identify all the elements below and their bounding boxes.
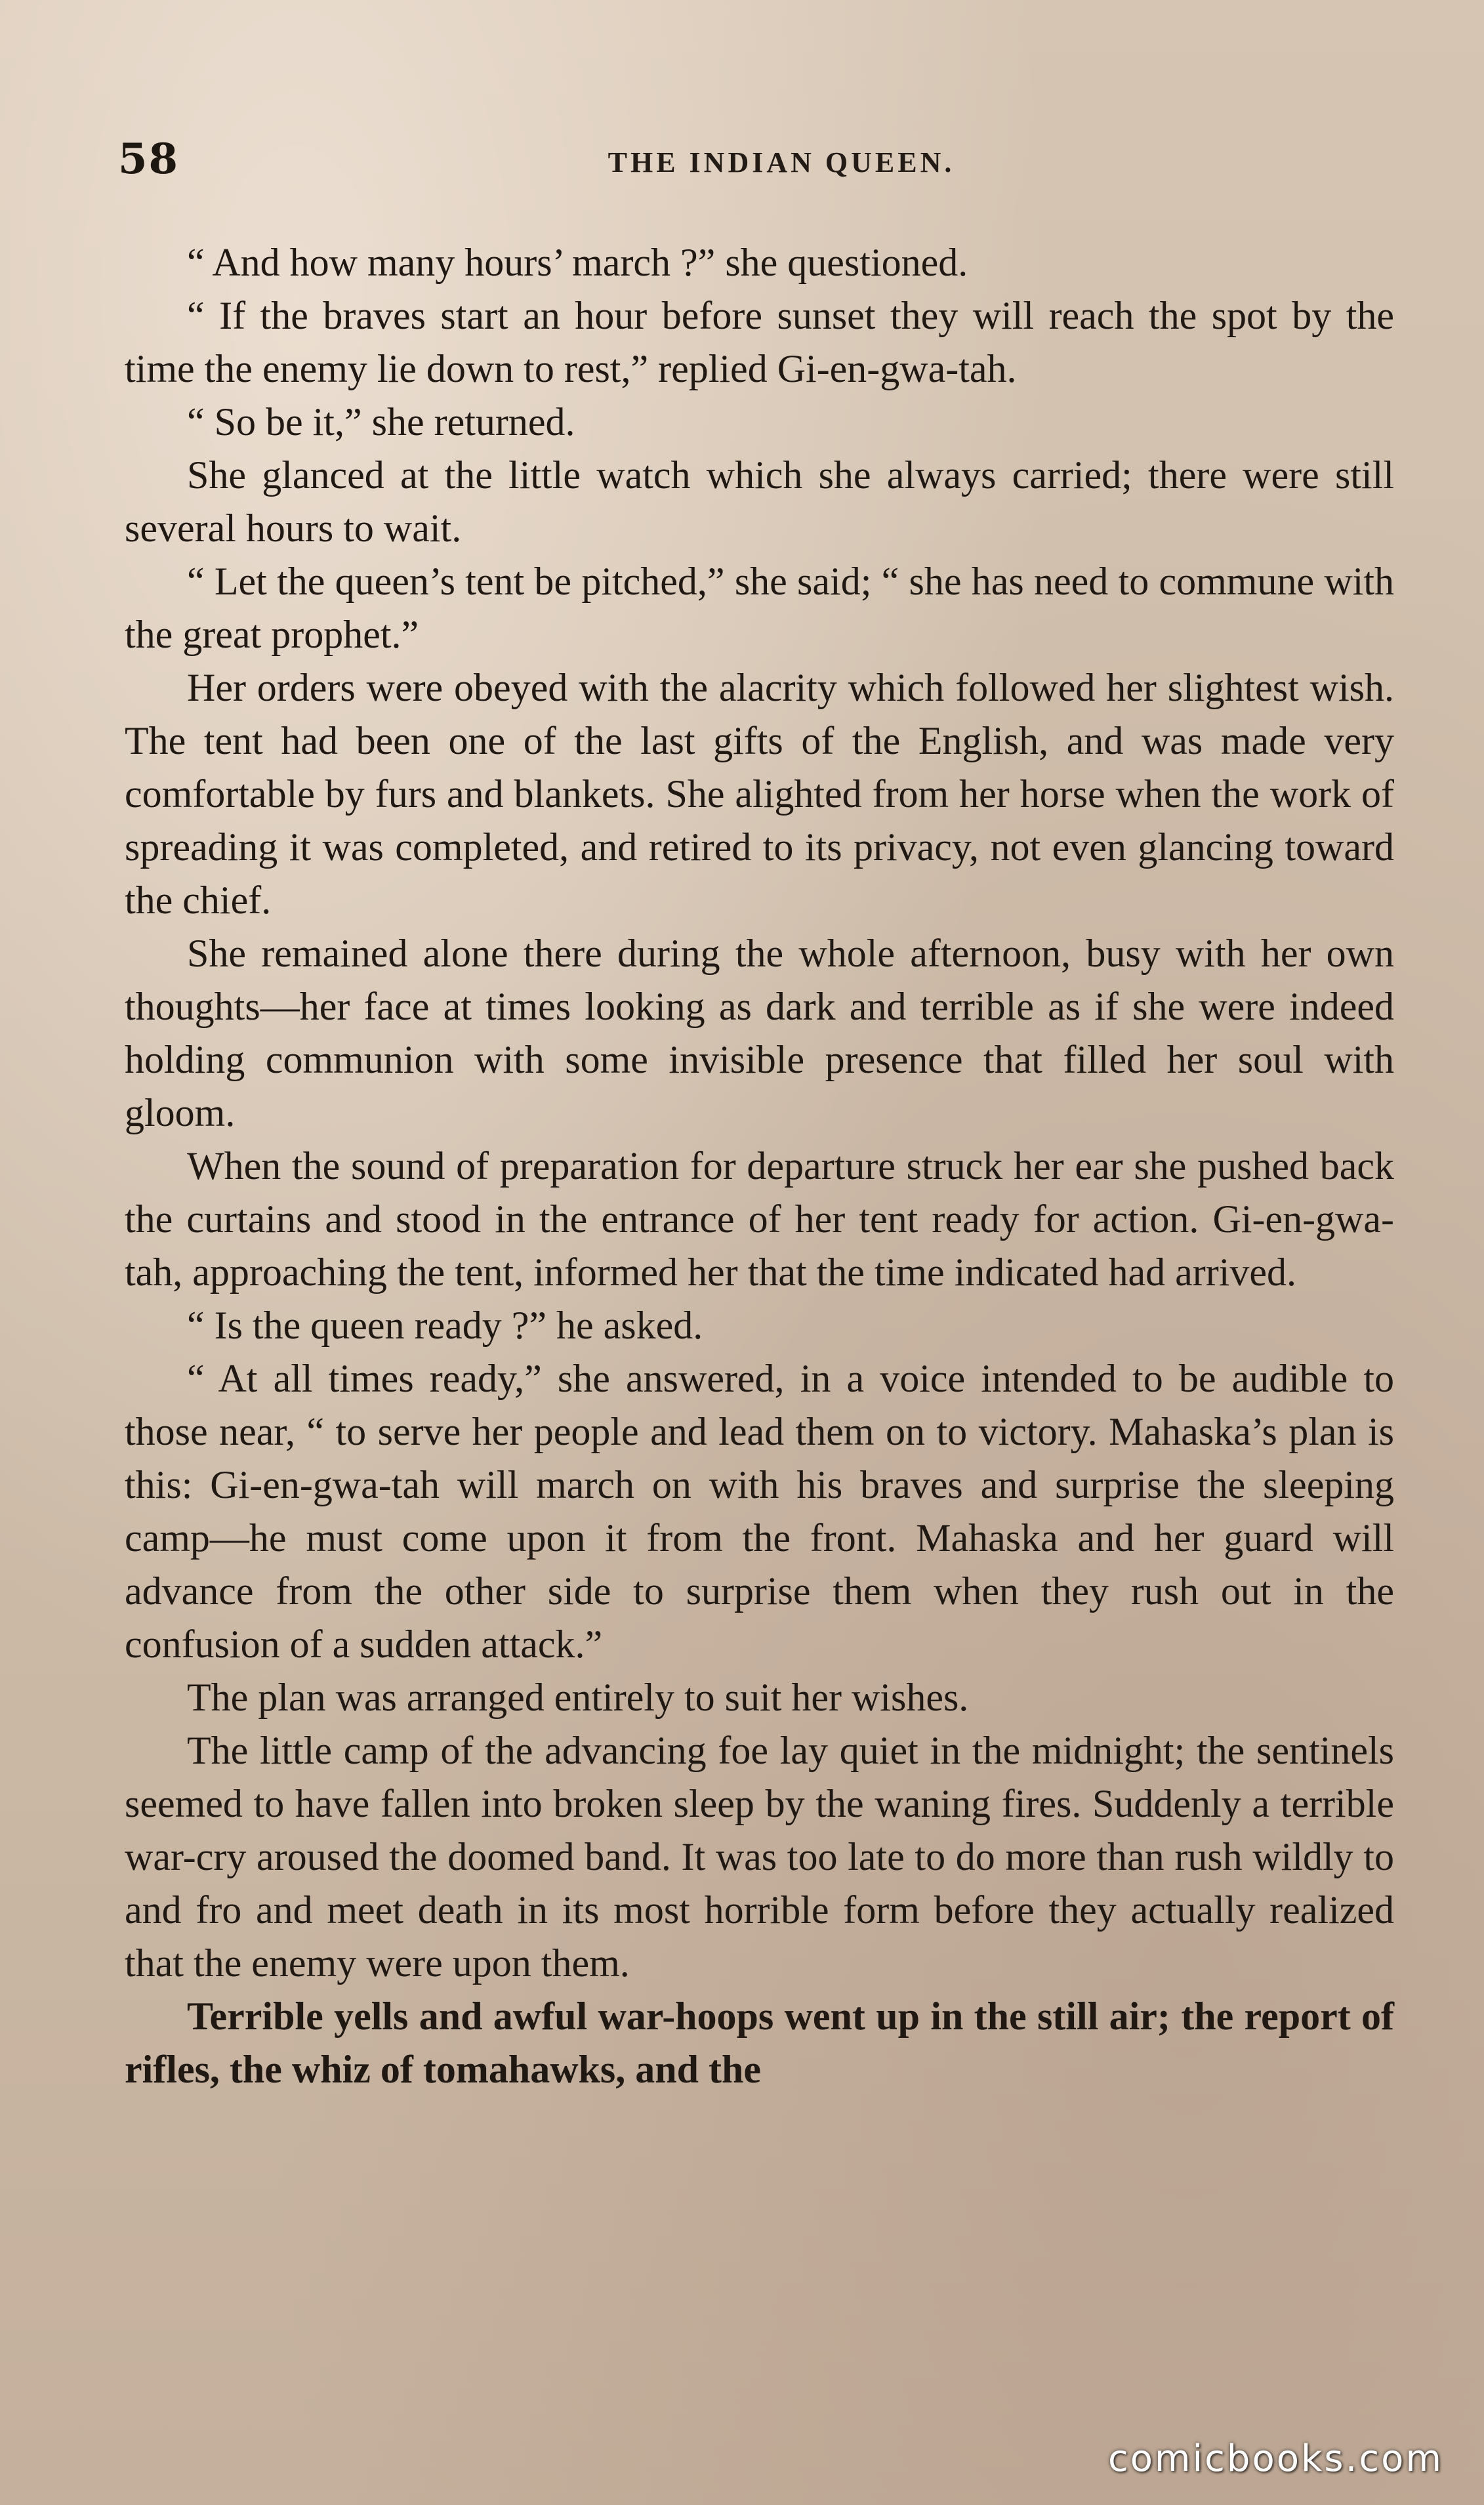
paragraph: Terrible yells and awful war-hoops went up in the still air; the report of rifles, the whiz of tomahawks, and the [125,1995,1394,2091]
paragraph: “ And how many hours’ march ?” she questioned. [187,241,968,284]
paragraph: “ If the braves start an hour before sunset they will reach the spot by the time the enemy lie down to rest,” replied Gi-en-gwa-tah. [125,294,1394,390]
body-text [125,236,1394,2096]
paragraph: “ Is the queen ready ?” he asked. [187,1304,703,1347]
paragraph: The plan was arranged entirely to suit her wishes. [187,1676,969,1719]
site-watermark: comicbooks.com [1107,2437,1443,2480]
paragraph: “ So be it,” she returned. [187,400,575,444]
page-number: 58 [118,135,180,184]
paragraph: She remained alone there during the whole afternoon, busy with her own thoughts—her face at times looking as dark and terrible as if she were indeed holding communion with some invisible presence that filled her soul with gloom. [125,932,1394,1134]
paragraph: The little camp of the advancing foe lay quiet in the midnight; the sentinels seemed to have fallen into broken sleep by the waning fires. Suddenly a terrible war-cry aroused the doomed band. It was too late to do more than rush wildly to and fro and meet death in its most horrible form before they actually realized that the enemy were upon them. [125,1729,1394,1985]
paragraph: She glanced at the little watch which she always carried; there were still several hours to wait. [125,453,1394,550]
paragraph: “ At all times ready,” she answered, in a voice intended to be audible to those near, “ to serve her people and lead them on to victory. Mahaska’s plan is this: Gi-en-gwa-tah will march on with his braves and surprise the sleeping camp—he must come upon it from the front. Mahaska and her guard will advance from the other side to surprise them when they rush out in the confusion of a sudden attack.” [125,1357,1394,1666]
paragraph: Her orders were obeyed with the alacrity which followed her slightest wish. The tent had been one of the last gifts of the English, and was made very comfortable by furs and blankets. She alighted from her horse when the work of spreading it was completed, and retired to its privacy, not even glancing toward the chief. [125,666,1394,922]
paragraph: “ Let the queen’s tent be pitched,” she said; “ she has need to commune with the great prophet.” [125,560,1394,656]
running-title: THE INDIAN QUEEN. [608,146,955,178]
paragraph: When the sound of preparation for departure struck her ear she pushed back the curtains and stood in the entrance of her tent ready for action. Gi-en-gwa-tah, approaching the tent, informed her that the time indicated had arrived. [125,1144,1394,1294]
